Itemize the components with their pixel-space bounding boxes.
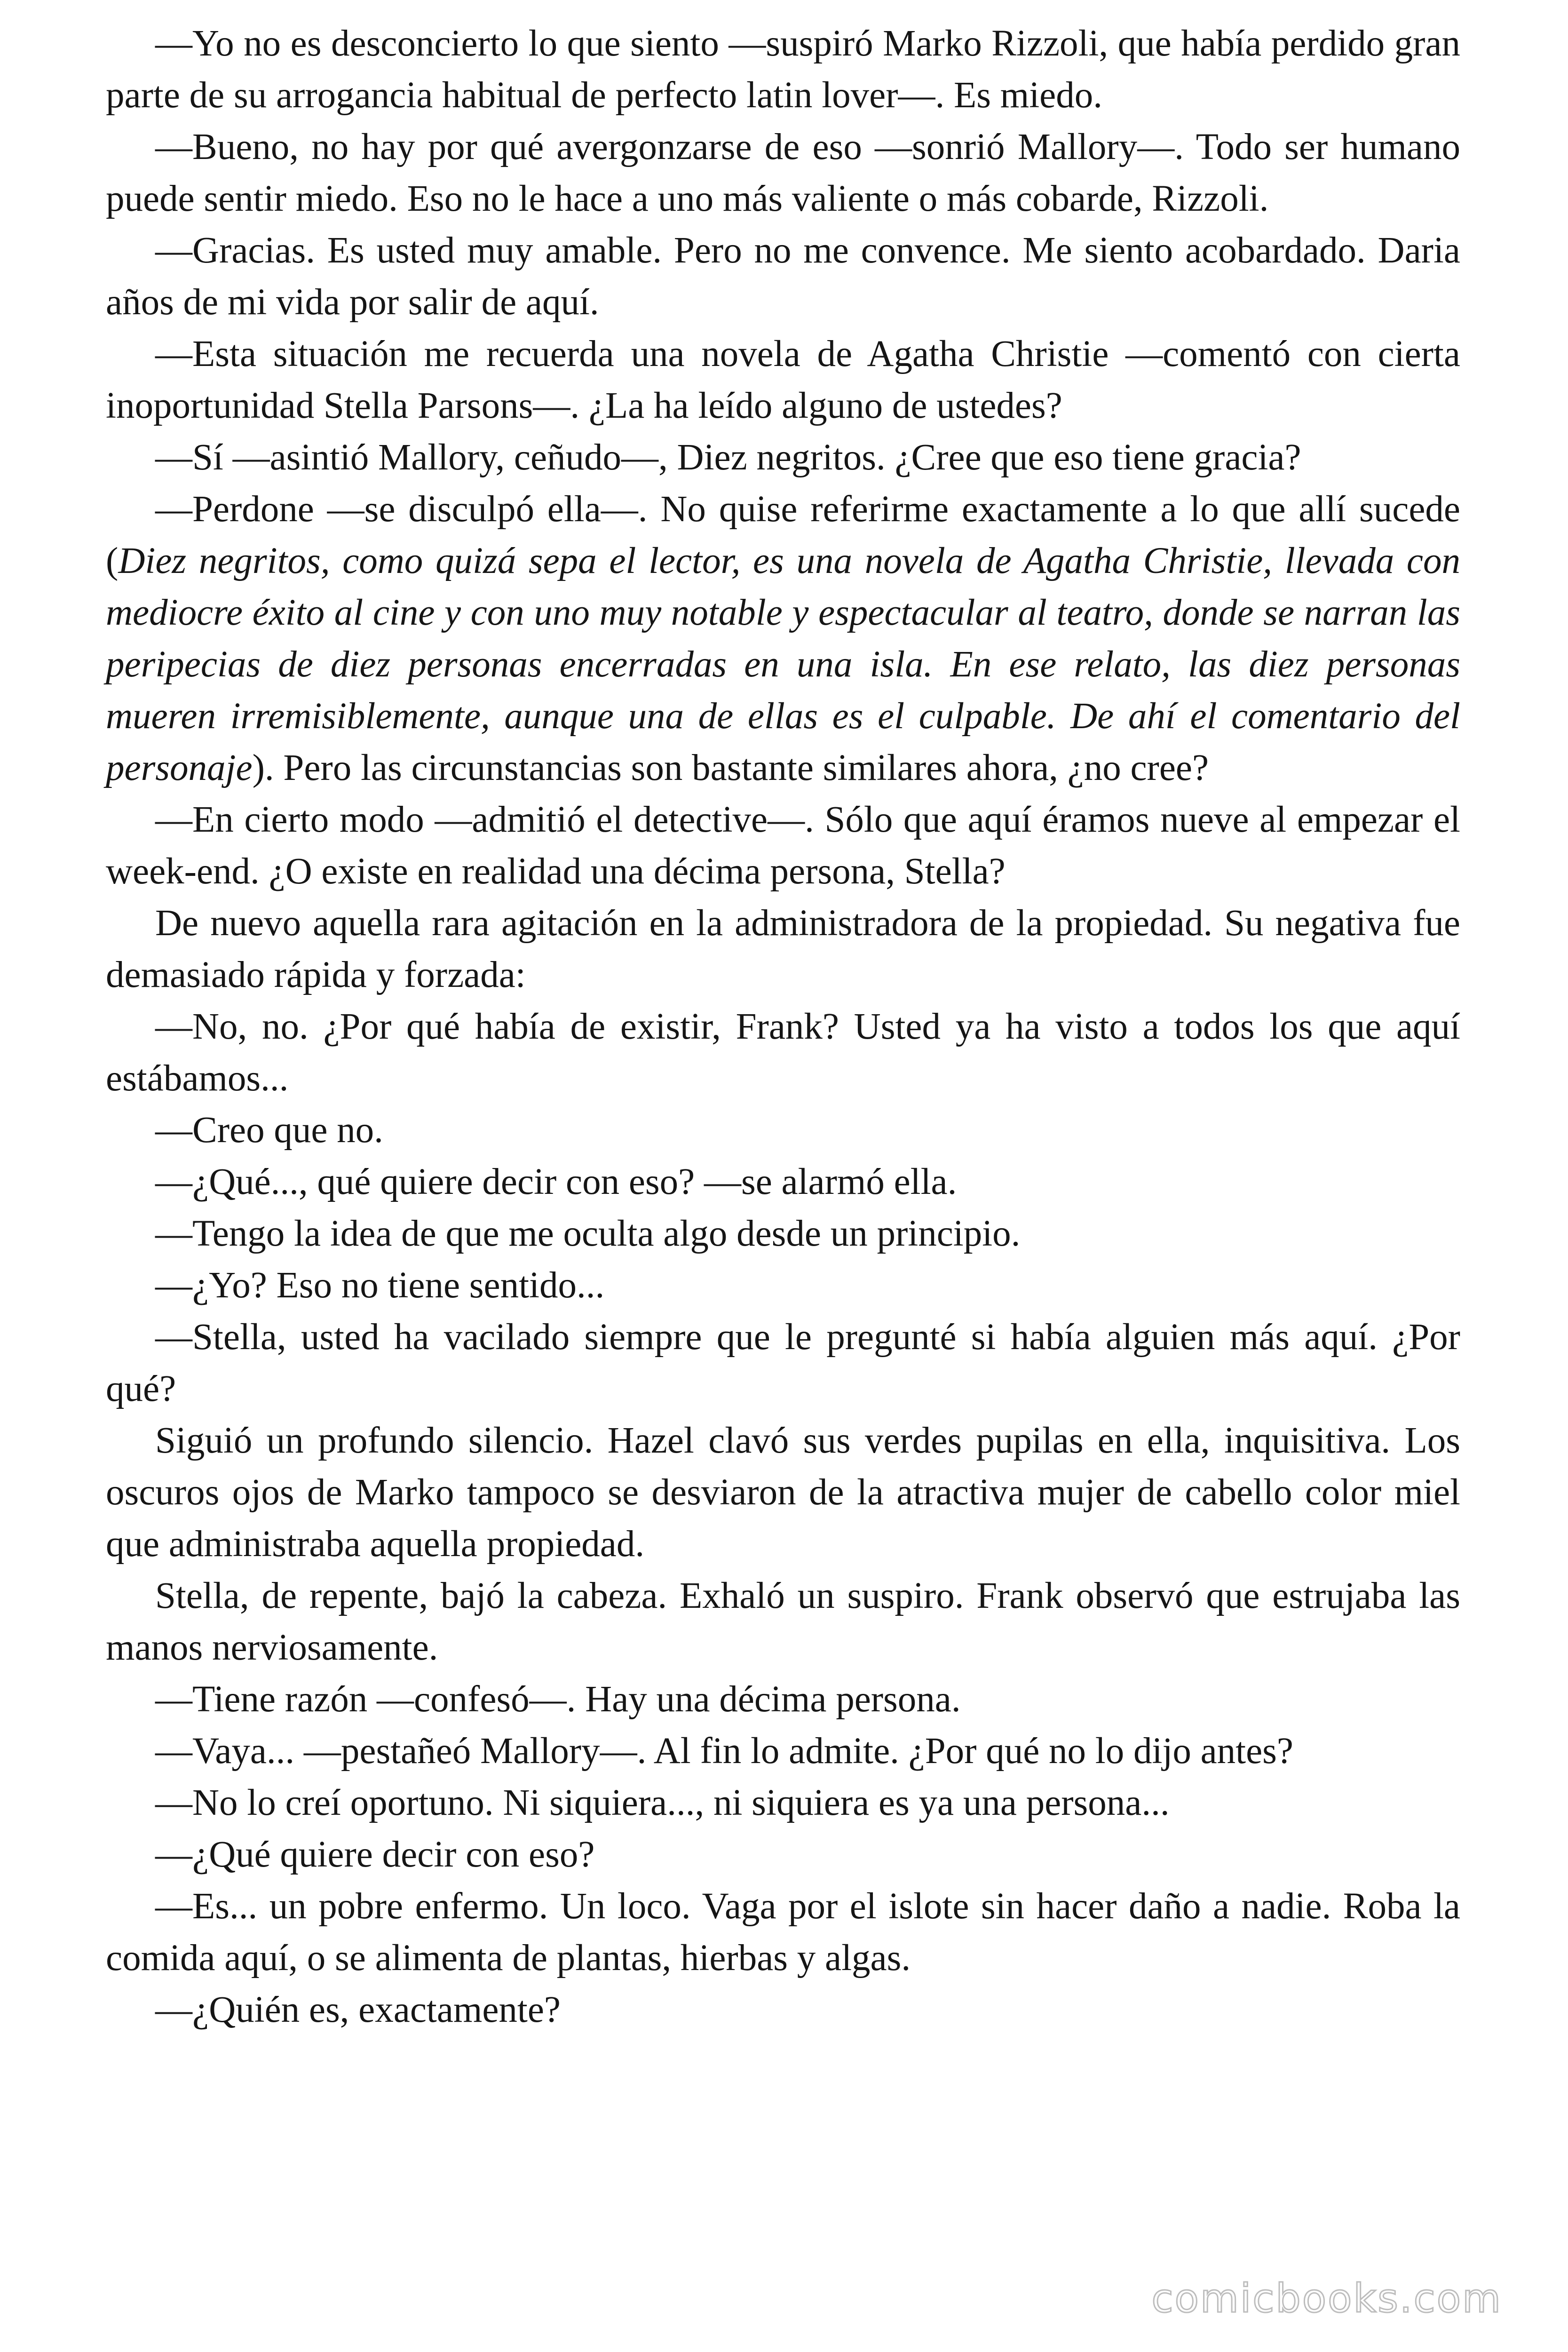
text-segment: —Creo que no. bbox=[155, 1110, 383, 1151]
text-paragraph bbox=[106, 1415, 1460, 1570]
text-paragraph bbox=[106, 432, 1460, 484]
text-paragraph bbox=[106, 484, 1460, 794]
text-segment: —En cierto modo —admitió el detective—. Sólo que aquí éramos nueve al empezar el week-end. ¿O existe en realidad una décima persona, Stella? bbox=[106, 799, 1460, 892]
text-paragraph bbox=[106, 794, 1460, 898]
text-segment: —Tengo la idea de que me oculta algo desde un principio. bbox=[155, 1213, 1021, 1254]
text-paragraph bbox=[106, 898, 1460, 1001]
text-paragraph bbox=[106, 1674, 1460, 1725]
text-segment: —¿Qué quiere decir con eso? bbox=[155, 1834, 595, 1875]
text-segment: —No lo creí oportuno. Ni siquiera..., ni siquiera es ya una persona... bbox=[155, 1782, 1170, 1823]
text-segment: —Perdone —se disculpó ella—. No quise referirme exactamente a lo que allí sucede ( bbox=[106, 489, 1460, 581]
text-segment: —Sí —asintió Mallory, ceñudo—, Diez negritos. ¿Cree que eso tiene gracia? bbox=[155, 437, 1301, 478]
text-segment: —Gracias. Es usted muy amable. Pero no me convence. Me siento acobardado. Daria años de mi vida por salir de aquí. bbox=[106, 230, 1460, 323]
text-paragraph bbox=[106, 1881, 1460, 1984]
text-segment: —Bueno, no hay por qué avergonzarse de eso —sonrió Mallory—. Todo ser humano puede sentir miedo. Eso no le hace a uno más valiente o más cobarde, Rizzoli. bbox=[106, 127, 1460, 219]
text-segment: —Stella, usted ha vacilado siempre que le pregunté si había alguien más aquí. ¿Por qué? bbox=[106, 1317, 1460, 1409]
text-paragraph bbox=[106, 1156, 1460, 1208]
text-paragraph bbox=[106, 1001, 1460, 1104]
text-paragraph bbox=[106, 1570, 1460, 1674]
text-paragraph bbox=[106, 18, 1460, 121]
text-segment: Stella, de repente, bajó la cabeza. Exhaló un suspiro. Frank observó que estrujaba las manos nerviosamente. bbox=[106, 1575, 1460, 1668]
text-segment: —¿Quién es, exactamente? bbox=[155, 1989, 561, 2030]
text-segment: ). Pero las circunstancias son bastante similares ahora, ¿no cree? bbox=[252, 747, 1209, 788]
text-segment: —Esta situación me recuerda una novela de Agatha Christie —comentó con cierta inoportunidad Stella Parsons—. ¿La ha leído alguno de ustedes? bbox=[106, 334, 1460, 426]
text-segment: —Vaya... —pestañeó Mallory—. Al fin lo admite. ¿Por qué no lo dijo antes? bbox=[155, 1731, 1293, 1772]
text-segment: Siguió un profundo silencio. Hazel clavó sus verdes pupilas en ella, inquisitiva. Los oscuros ojos de Marko tampoco se desviaron de la atractiva mujer de cabello color miel que administraba aquella propiedad. bbox=[106, 1420, 1460, 1565]
text-paragraph bbox=[106, 1260, 1460, 1311]
text-paragraph bbox=[106, 1725, 1460, 1777]
text-paragraph bbox=[106, 225, 1460, 328]
text-segment: —¿Qué..., qué quiere decir con eso? —se alarmó ella. bbox=[155, 1161, 957, 1202]
text-segment: —Yo no es desconcierto lo que siento —suspiró Marko Rizzoli, que había perdido gran parte de su arrogancia habitual de perfecto latin lover—. Es miedo. bbox=[106, 23, 1460, 116]
text-paragraph bbox=[106, 121, 1460, 225]
text-paragraph bbox=[106, 1311, 1460, 1415]
text-segment: —¿Yo? Eso no tiene sentido... bbox=[155, 1265, 605, 1306]
text-paragraph bbox=[106, 1208, 1460, 1260]
text-paragraph bbox=[106, 1777, 1460, 1829]
text-segment: —Tiene razón —confesó—. Hay una décima persona. bbox=[155, 1679, 961, 1720]
italic-text-segment: Diez negritos, como quizá sepa el lector, es una novela de Agatha Christie, llevada con mediocre éxito al cine y con uno muy notable y espectacular al teatro, donde se narran las peripecias de diez personas encerradas en una isla. En ese relato, las diez personas mueren irremisiblemente, aunque una de ellas es el culpable. De ahí el comentario del personaje bbox=[106, 540, 1460, 788]
text-paragraph bbox=[106, 1829, 1460, 1881]
text-segment: —No, no. ¿Por qué había de existir, Frank? Usted ya ha visto a todos los que aquí estábamos... bbox=[106, 1006, 1460, 1099]
text-segment: —Es... un pobre enfermo. Un loco. Vaga por el islote sin hacer daño a nadie. Roba la comida aquí, o se alimenta de plantas, hierbas y algas. bbox=[106, 1886, 1460, 1979]
text-paragraph bbox=[106, 328, 1460, 432]
site-watermark: comicbooks.com bbox=[1151, 2275, 1502, 2321]
book-page-text bbox=[106, 18, 1460, 2036]
text-segment: De nuevo aquella rara agitación en la administradora de la propiedad. Su negativa fue demasiado rápida y forzada: bbox=[106, 903, 1460, 995]
text-paragraph bbox=[106, 1104, 1460, 1156]
text-paragraph bbox=[106, 1984, 1460, 2036]
